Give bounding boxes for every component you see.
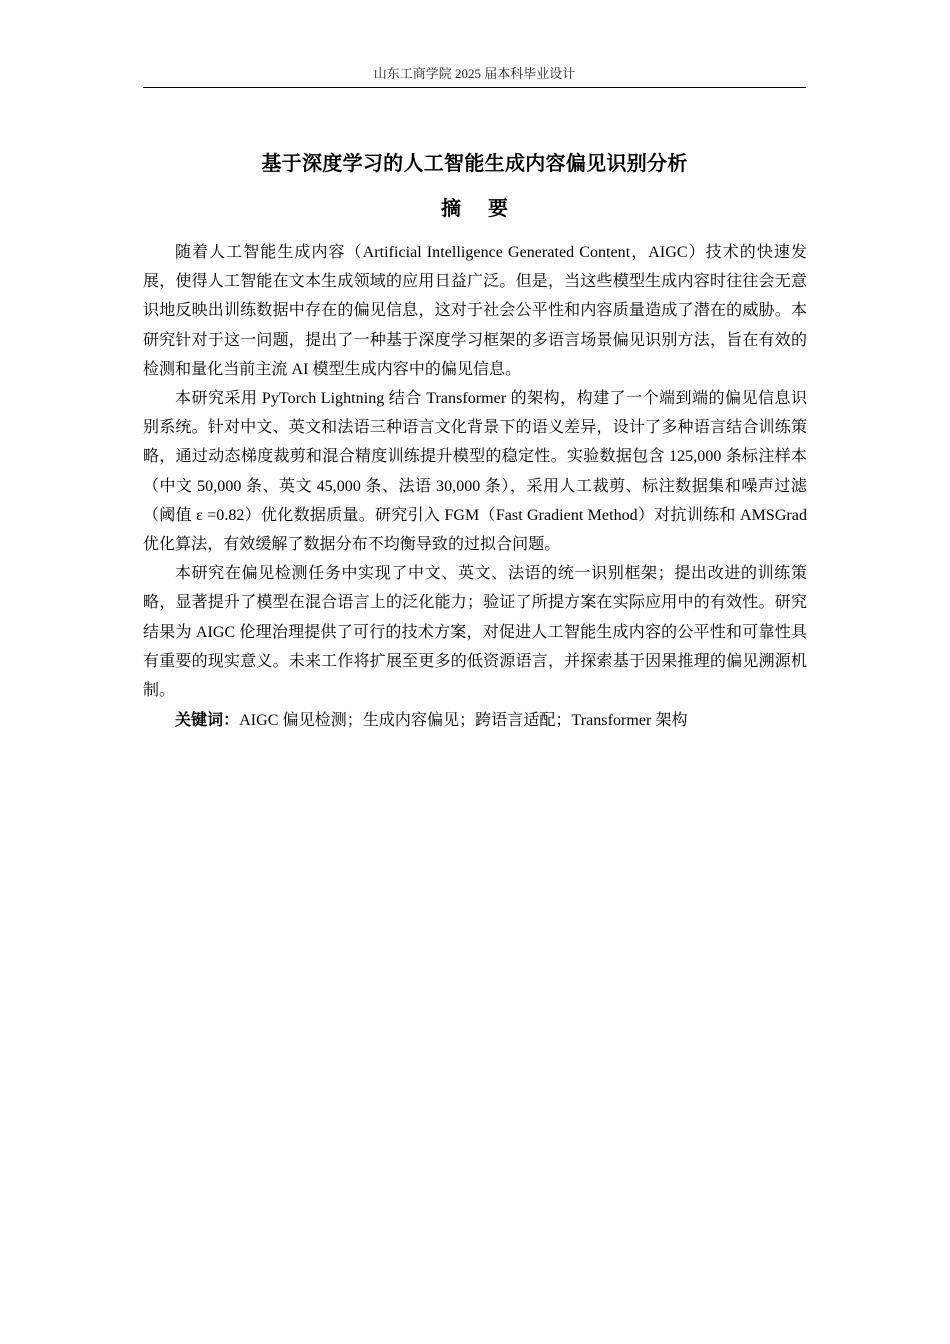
keywords-label: 关键词： — [175, 710, 240, 730]
keywords-line — [143, 705, 807, 735]
abstract-paragraph-1: 随着人工智能生成内容（Artificial Intelligence Generated Content，AIGC）技术的快速发展，使得人工智能在文本生成领域的应用日益广泛。但是，当这些模型生成内容时往往会无意识地反映出训练数据中存在的偏见信息，这对于社会公平性和内容质量造成了潜在的威胁。本研究针对于这一问题，提出了一种基于深度学习框架的多语言场景偏见识别方法，旨在有效的检测和量化当前主流 AI 模型生成内容中的偏见信息。 — [143, 244, 807, 378]
abstract-heading: 摘 要 — [441, 196, 518, 220]
abstract-paragraph-3: 本研究在偏见检测任务中实现了中文、英文、法语的统一识别框架；提出改进的训练策略，显著提升了模型在混合语言上的泛化能力；验证了所提方案在实际应用中的有效性。研究结果为 AIGC 伦理治理提供了可行的技术方案，对促进人工智能生成内容的公平性和可靠性具有重要的现实意义。未来工作将扩展至更多的低资源语言，并探索基于因果推理的偏见溯源机制。 — [143, 565, 807, 700]
abstract-paragraph-2: 本研究采用 PyTorch Lightning 结合 Transformer 的架构，构建了一个端到端的偏见信息识别系统。针对中文、英文和法语三种语言文化背景下的语义差异，设计了多种语言结合训练策略，通过动态梯度裁剪和混合精度训练提升模型的稳定性。实验数据包含 125,000 条标注样本（中文 50,000 条、英文 45,000 条、法语 30,000 条），采用人工裁剪、标注数据集和噪声过滤（阈值 ε =0.82）优化数据质量。研究引入 FGM（Fast Gradient Method）对抗训练和 AMSGrad 优化算法，有效缓解了数据分布不均衡导致的过拟合问题。 — [143, 390, 807, 554]
keywords-text: AIGC 偏见检测；生成内容偏见；跨语言适配；Transformer 架构 — [239, 712, 688, 730]
abstract-body — [143, 238, 807, 735]
running-header: 山东工商学院 2025 届本科毕业设计 — [373, 66, 576, 81]
document-title: 基于深度学习的人工智能生成内容偏见识别分析 — [261, 151, 688, 175]
header-divider — [143, 87, 806, 88]
